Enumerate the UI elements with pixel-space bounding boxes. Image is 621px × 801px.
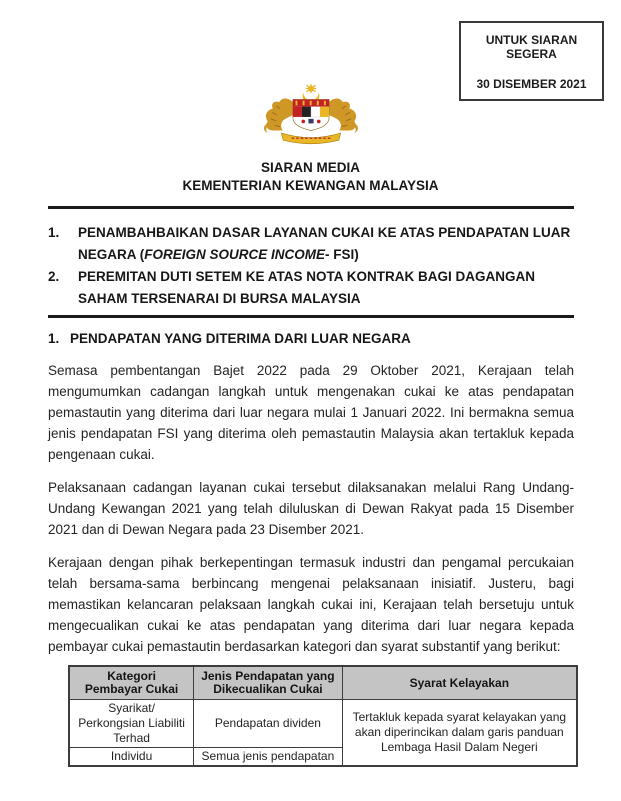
cell-eligibility-merged: Tertakluk kepada syarat kelayakan yang akan diperincikan dalam garis panduan Lembaga Hasil Dalam Negeri [342, 700, 577, 767]
table-header-eligibility: Syarat Kelayakan [342, 666, 577, 700]
table-header-row [69, 666, 577, 700]
release-date: 30 DISEMBER 2021 [476, 77, 587, 91]
subject-item-1 [48, 222, 574, 266]
cell-category-company: Syarikat/ Perkongsian Liabiliti Terhad [69, 700, 194, 748]
subject-text [78, 222, 574, 266]
paragraph-3: Kerajaan dengan pihak berkepentingan termasuk industri dan pengamal percukaian telah bersama-sama berbincang mengenai pelaksanaan inisiatif. Justeru, bagi memastikan kelancaran pelaksaan langkah cukai ini, Kerajaan telah bersetuju untuk mengecualikan cukai ke atas pendapatan yang diterima dari luar negara kepada pembayar cukai pemastautin berdasarkan kategori dan syarat substantif yang berikut: [48, 555, 574, 654]
subject-item-2 [48, 266, 574, 310]
divider-top [48, 206, 574, 209]
divider-bottom [48, 315, 574, 318]
exemption-table-wrap [68, 665, 621, 767]
masthead-title-line2: KEMENTERIAN KEWANGAN MALAYSIA [182, 178, 439, 193]
section-title: PENDAPATAN YANG DITERIMA DARI LUAR NEGARA [70, 331, 411, 346]
cell-income-all: Semua jenis pendapatan [194, 748, 343, 767]
subject-list [48, 222, 574, 310]
masthead-title-line1: SIARAN MEDIA [260, 160, 360, 175]
table-header-category: Kategori Pembayar Cukai [69, 666, 194, 700]
release-label-line1: UNTUK SIARAN [485, 33, 578, 47]
release-box [459, 21, 604, 101]
subject-text-post: - FSI) [325, 247, 359, 262]
paragraph-1: Semasa pembentangan Bajet 2022 pada 29 Oktober 2021, Kerajaan telah mengumumkan cadangan langkah untuk mengenakan cukai ke atas pendapatan pemastautin yang diterima dari luar negara mulai 1 Januari 2022. Ini bermakna semua jenis pendapatan FSI yang diterima oleh pemastautin Malaysia akan tertakluk kepada pengenaan cukai. [48, 363, 574, 462]
table-header-income-type: Jenis Pendapatan yang Dikecualikan Cukai [194, 666, 343, 700]
release-label-line2: SEGERA [506, 47, 557, 61]
coat-of-arms-logo [259, 84, 363, 146]
cell-category-individual: Individu [69, 748, 194, 767]
subject-text-pre: PENAMBAHBAIKAN DASAR LAYANAN CUKAI KE ATAS PENDAPATAN LUAR NEGARA ( [78, 225, 571, 262]
subject-text-italic: FOREIGN SOURCE INCOME [144, 247, 326, 262]
cell-income-dividend: Pendapatan dividen [194, 700, 343, 748]
paragraph-2: Pelaksanaan cadangan layanan cukai tersebut dilaksanakan melalui Rang Undang-Undang Kewangan 2021 yang telah diluluskan di Dewan Rakyat pada 15 Disember 2021 dan di Dewan Negara pada 23 Disember 2021. [48, 480, 574, 537]
exemption-table [68, 665, 578, 767]
subject-number: 1. [48, 225, 60, 240]
section-number: 1. [48, 331, 60, 346]
section-heading [48, 330, 574, 347]
table-row [69, 700, 577, 748]
subject-text: PEREMITAN DUTI SETEM KE ATAS NOTA KONTRAK BAGI DAGANGAN SAHAM TERSENARAI DI BURSA MALAYSIA [78, 269, 535, 306]
subject-number: 2. [48, 269, 60, 284]
